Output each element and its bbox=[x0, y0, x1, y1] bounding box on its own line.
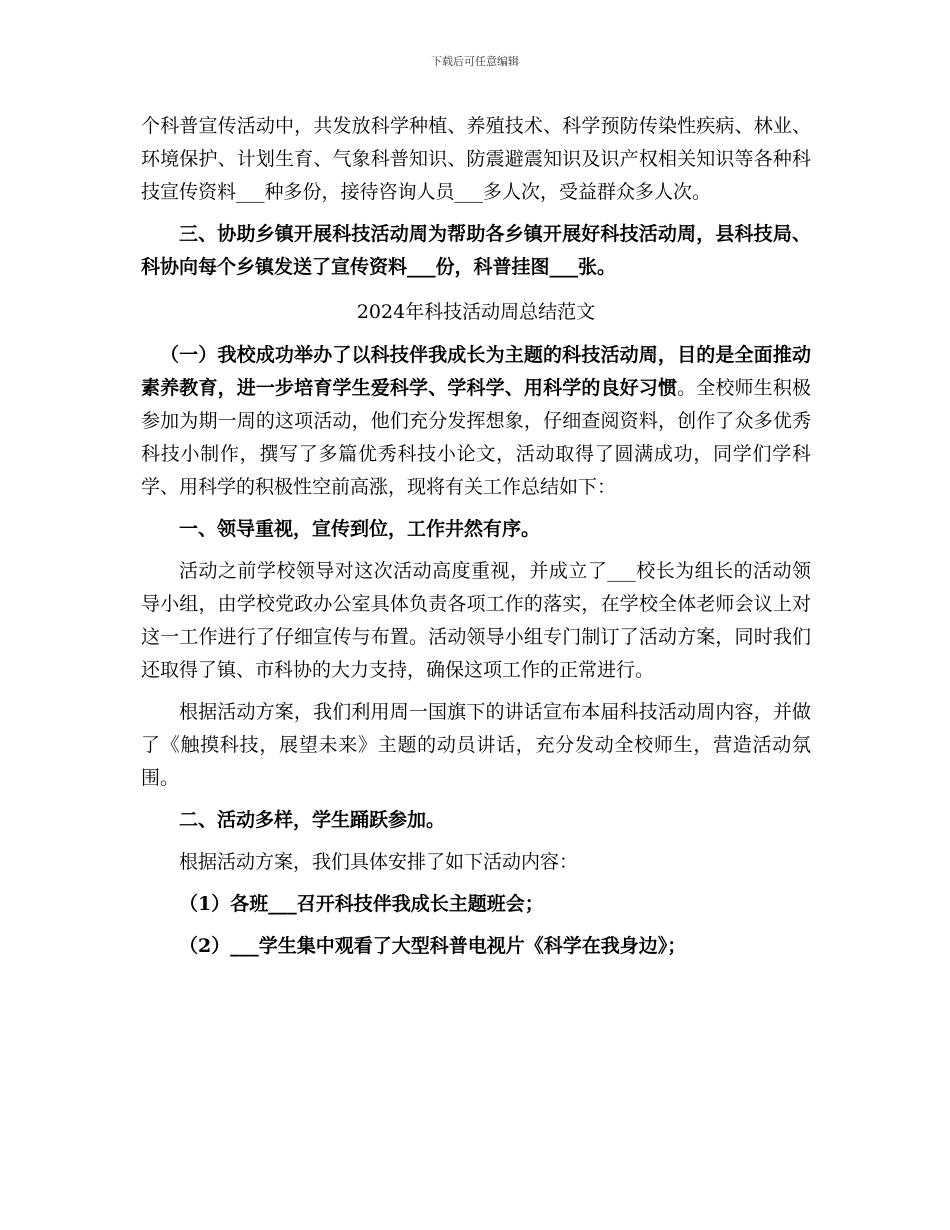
page-header: 下载后可任意编辑 bbox=[431, 55, 519, 68]
paragraph: 根据活动方案，我们利用周一国旗下的讲话宣布本届科技活动周内容，并做了《触摸科技，展望未来》主题的动员讲话，充分发动全校师生，营造活动氛围。 bbox=[141, 701, 811, 789]
heading-2: 二、活动多样，学生踊跃参加。 bbox=[179, 809, 446, 831]
heading-1: 一、领导重视，宣传到位，工作井然有序。 bbox=[179, 518, 541, 540]
section-paragraph-3: 三、协助乡镇开展科技活动周为帮助各乡镇开展好科技活动周，县科技局、科协向每个乡镇发送了宣传资料___份，科普挂图___张。 bbox=[141, 223, 811, 278]
document-body bbox=[141, 110, 811, 963]
paragraph: 活动之前学校领导对这次活动高度重视，并成立了___校长为组长的活动领导小组，由学校党政办公室具体负责各项工作的落实，在学校全体老师会议上对这一工作进行了仔细宣传与布置。活动领导小组专门制订了活动方案，同时我们还取得了镇、市科协的大力支持，确保这项工作的正常进行。 bbox=[141, 560, 811, 681]
intro-text: 。全校师生积极参加为期一周的这项活动，他们充分发挥想象，仔细查阅资料，创作了众多优秀科技小制作，撰写了多篇优秀科技小论文，活动取得了圆满成功，同学们学科学、用科学的积极性空前高涨，现将有关工作总结如下： bbox=[141, 377, 811, 498]
intro-bold-text: （一）我校成功举办了以科技伴我成长为主题的科技活动周，目的是全面推动素养教育，进一步培育学生爱科学、学科学、用科学的良好习惯 bbox=[141, 344, 811, 399]
paragraph: 根据活动方案，我们具体安排了如下活动内容： bbox=[179, 851, 579, 873]
list-item-1: （1）各班___召开科技伴我成长主题班会； bbox=[179, 893, 544, 915]
intro-paragraph bbox=[141, 339, 811, 504]
list-item-2: （2）___学生集中观看了大型科普电视片《科学在我身边》； bbox=[179, 935, 687, 957]
paragraph: 个科普宣传活动中，共发放科学种植、养殖技术、科学预防传染性疾病、林业、环境保护、计划生育、气象科普知识、防震避震知识及识产权相关知识等各种科技宣传资料___种多份，接待咨询人员___多人次，受益群众多人次。 bbox=[141, 115, 811, 203]
document-title: 2024年科技活动周总结范文 bbox=[356, 301, 596, 323]
